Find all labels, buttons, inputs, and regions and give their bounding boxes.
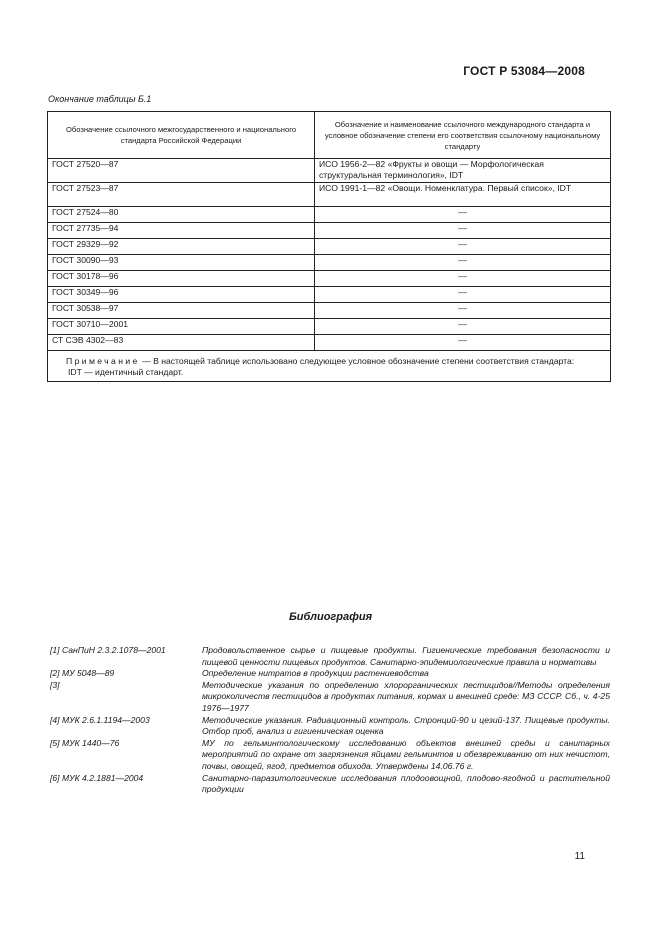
bibliography-text: Методические указания по определению хлорорганических пестицидов//Методы определения микроколичеств пестицидов в продуктах питания, кормах и внешней среде: МЗ СССР. Сб., ч. 4-25 1976—1977	[202, 679, 610, 713]
cell-national: ГОСТ 30090—93	[48, 255, 315, 271]
bibliography-text: МУ по гельминтологическому исследованию объектов внешней среды и санитарных мероприятий по охране от загрязнения яйцами гельминтов и обезвреживанию от них нечистот, почвы, овощей, ягод, предметов обихода. Утверждены 14.06.76 г.	[202, 737, 610, 771]
cell-international: —	[315, 303, 611, 319]
bibliography-text: Продовольственное сырье и пищевые продукты. Гигиенические требования безопасности и пищевой ценности пищевых продуктов. Санитарно-эпидемиологические правила и нормативы	[202, 645, 610, 667]
bibliography-ref: [4] МУК 2.6.1.1194—2003	[50, 714, 150, 725]
bibliography-entry	[50, 645, 610, 668]
cell-international: —	[315, 271, 611, 287]
cell-national: ГОСТ 27735—94	[48, 223, 315, 239]
table-row	[48, 223, 611, 239]
cell-international: —	[315, 207, 611, 223]
note-text: — В настоящей таблице использовано следующее условное обозначение степени соответствия стандарта:	[139, 356, 575, 366]
cell-international: —	[315, 319, 611, 335]
cell-national: ГОСТ 30710—2001	[48, 319, 315, 335]
table-row	[48, 335, 611, 351]
cell-national: ГОСТ 30349—96	[48, 287, 315, 303]
bibliography-entry	[50, 715, 610, 738]
cell-international: —	[315, 255, 611, 271]
page-number: 11	[574, 851, 585, 862]
bibliography-entry	[50, 773, 610, 796]
cell-national: ГОСТ 27524—80	[48, 207, 315, 223]
table-note-row	[48, 351, 611, 382]
note-lead: Примечание	[66, 356, 140, 366]
cell-national: ГОСТ 30178—96	[48, 271, 315, 287]
cell-international: —	[315, 287, 611, 303]
bibliography-entry	[50, 680, 610, 715]
bibliography-ref: [6] МУК 4.2.1881—2004	[50, 772, 144, 783]
document-code: ГОСТ Р 53084—2008	[463, 64, 585, 78]
cell-international: ИСО 1991-1—82 «Овощи. Номенклатура. Первый список», IDT	[315, 183, 611, 207]
bibliography-ref: [5] МУК 1440—76	[50, 737, 120, 748]
bibliography-entry	[50, 668, 610, 680]
bibliography-text: Санитарно-паразитологические исследования плодоовощной, плодово-ягодной и растительной продукции	[202, 772, 610, 795]
column-header-international: Обозначение и наименование ссылочного международного стандарта и условное обозначение степени его соответствия ссылочному национальному стандарту	[315, 112, 611, 159]
bibliography-ref: [3]	[50, 679, 60, 690]
cell-national: ГОСТ 30538—97	[48, 303, 315, 319]
table-row	[48, 287, 611, 303]
cell-international: —	[315, 239, 611, 255]
column-header-national: Обозначение ссылочного межгосударственного и национального стандарта Российской Федерации	[48, 112, 315, 159]
bibliography-entry	[50, 738, 610, 773]
cell-international: ИСО 1956-2—82 «Фрукты и овощи — Морфологическая структуральная терминология», IDT	[315, 159, 611, 183]
bibliography-text: Методические указания. Радиационный контроль. Стронций-90 и цезий-137. Пищевые продукты. Отбор проб, анализ и гигиеническая оценка	[202, 714, 610, 737]
table-row	[48, 271, 611, 287]
table-row	[48, 303, 611, 319]
table-row	[48, 319, 611, 335]
table-row	[48, 207, 611, 223]
table-caption: Окончание таблицы Б.1	[48, 94, 152, 104]
cell-international: —	[315, 335, 611, 351]
table-header-row	[48, 112, 611, 159]
bibliography-ref: [1] СанПиН 2.3.2.1078—2001	[50, 645, 166, 655]
table-row	[48, 255, 611, 271]
cell-national: ГОСТ 29329—92	[48, 239, 315, 255]
cell-national: ГОСТ 27520—87	[48, 159, 315, 183]
cell-international: —	[315, 223, 611, 239]
reference-table	[47, 111, 611, 382]
table-row	[48, 159, 611, 183]
bibliography-list	[50, 645, 610, 796]
table-row	[48, 183, 611, 207]
cell-national: ГОСТ 27523—87	[48, 183, 315, 207]
bibliography-title: Библиография	[288, 611, 373, 623]
note-item: IDT — идентичный стандарт.	[68, 367, 184, 377]
table-row	[48, 239, 611, 255]
bibliography-ref: [2] МУ 5048—89	[50, 668, 115, 679]
bibliography-text: Определение нитратов в продукции растениеводства	[202, 668, 429, 679]
table-note	[48, 351, 611, 382]
cell-national: СТ СЭВ 4302—83	[48, 335, 315, 351]
